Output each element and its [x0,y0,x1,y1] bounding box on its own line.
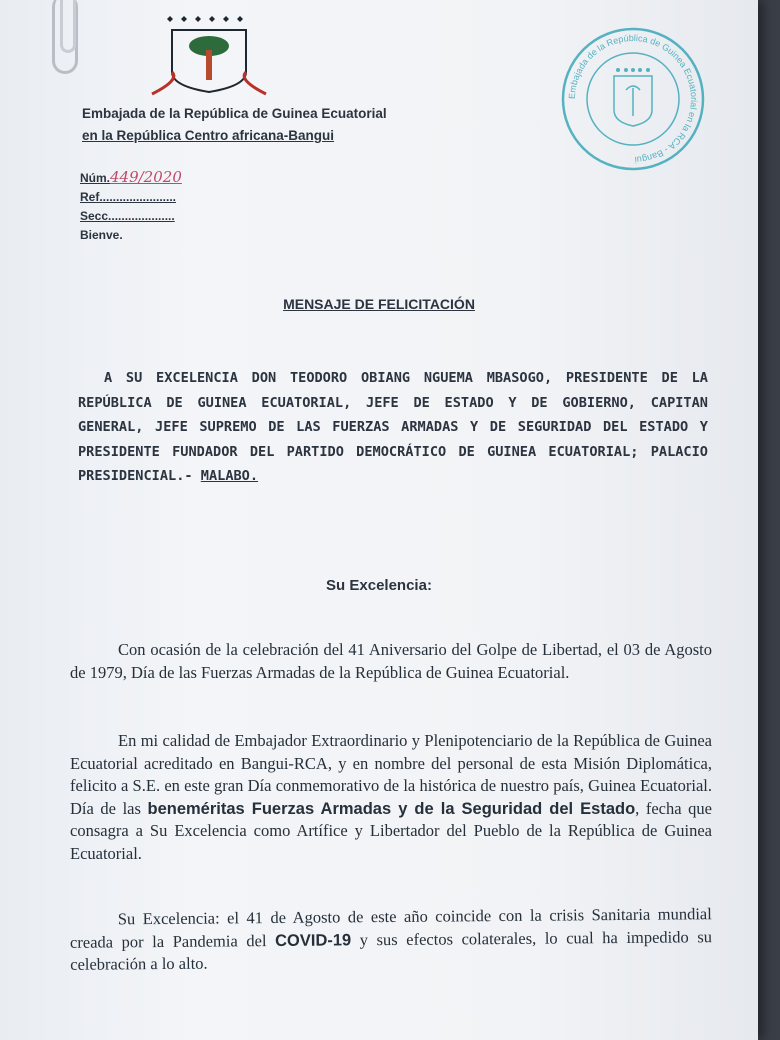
ref-dots: ...................... [102,190,177,204]
paragraph-3-text-b: y sus efectos colaterales, lo cual ha impedido su celebración a lo alto. [70,926,713,974]
bienve-label: Bienve. [80,228,123,242]
reference-block [80,168,182,245]
handwritten-number: 449/2020 [110,168,182,186]
paragraph-3-bold: COVID-19 [274,930,352,950]
paragraph-2-text-b: , fecha que consagra a Su Excelencia como Artífice y Libertador del Pueblo de la República de Guinea Ecuatorial. [70,798,712,863]
salutation: Su Excelencia: [326,577,432,594]
paper-clip [52,0,78,74]
paragraph-3 [70,903,713,976]
address-city: MALABO. [200,468,259,484]
stamp-text: Embajada de la República de Guinea Ecuatorial en la RCA - Bangui [566,32,700,165]
embassy-header [82,103,387,147]
page-title: MENSAJE DE FELICITACIÓN [283,296,475,312]
paragraph-1: Con ocasión de la celebración del 41 Aniversario del Golpe de Libertad, el 03 de Agosto de 1979, Día de las Fuerzas Armadas de la República de Guinea Ecuatorial. [70,640,712,682]
recipient-address [78,366,708,489]
coat-of-arms-emblem [150,10,268,100]
secc-label: Secc. [80,209,112,223]
address-text: A SU EXCELENCIA DON TEODORO OBIANG NGUEMA MBASOGO, PRESIDENTE DE LA REPÚBLICA DE GUINEA ECUATORIAL, JEFE DE ESTADO Y DE GOBIERNO, CAPITAN GENERAL, JEFE SUPREMO DE LAS FUERZAS ARMADAS Y DE SEGURIDAD DEL ESTADO Y PRESIDENTE FUNDADOR DEL PARTIDO DEMOCRÁTICO DE GUINEA ECUATORIAL; PALACIO PRESIDENCIAL.- [78,370,708,484]
embassy-stamp [560,26,706,172]
secc-dots: ................... [111,209,175,223]
num-label: Núm. [80,171,110,185]
ref-label: Ref. [80,190,103,204]
paragraph-2-bold: beneméritas Fuerzas Armadas y de la Seguridad del Estado [147,799,636,818]
paragraph-3-text-a: Su Excelencia: el 41 de Agosto de este año coincide con la crisis Sanitaria mundial creada por la Pandemia del [69,904,712,952]
paragraph-2-text-a: En mi calidad de Embajador Extraordinario y Plenipotenciario de la República de Guinea Ecuatorial acreditado en Bangui-RCA, y en nombre del personal de esta Misión Diplomática, felicito a S.E. en este gran Día conmemorativo de la histórica de nuestro país, Guinea Ecuatorial. Día de las [70,731,712,818]
embassy-name: Embajada de la República de Guinea Ecuatorial [82,106,387,121]
paragraph-2 [70,730,712,865]
embassy-location: en la República Centro africana-Bangui [82,128,335,143]
